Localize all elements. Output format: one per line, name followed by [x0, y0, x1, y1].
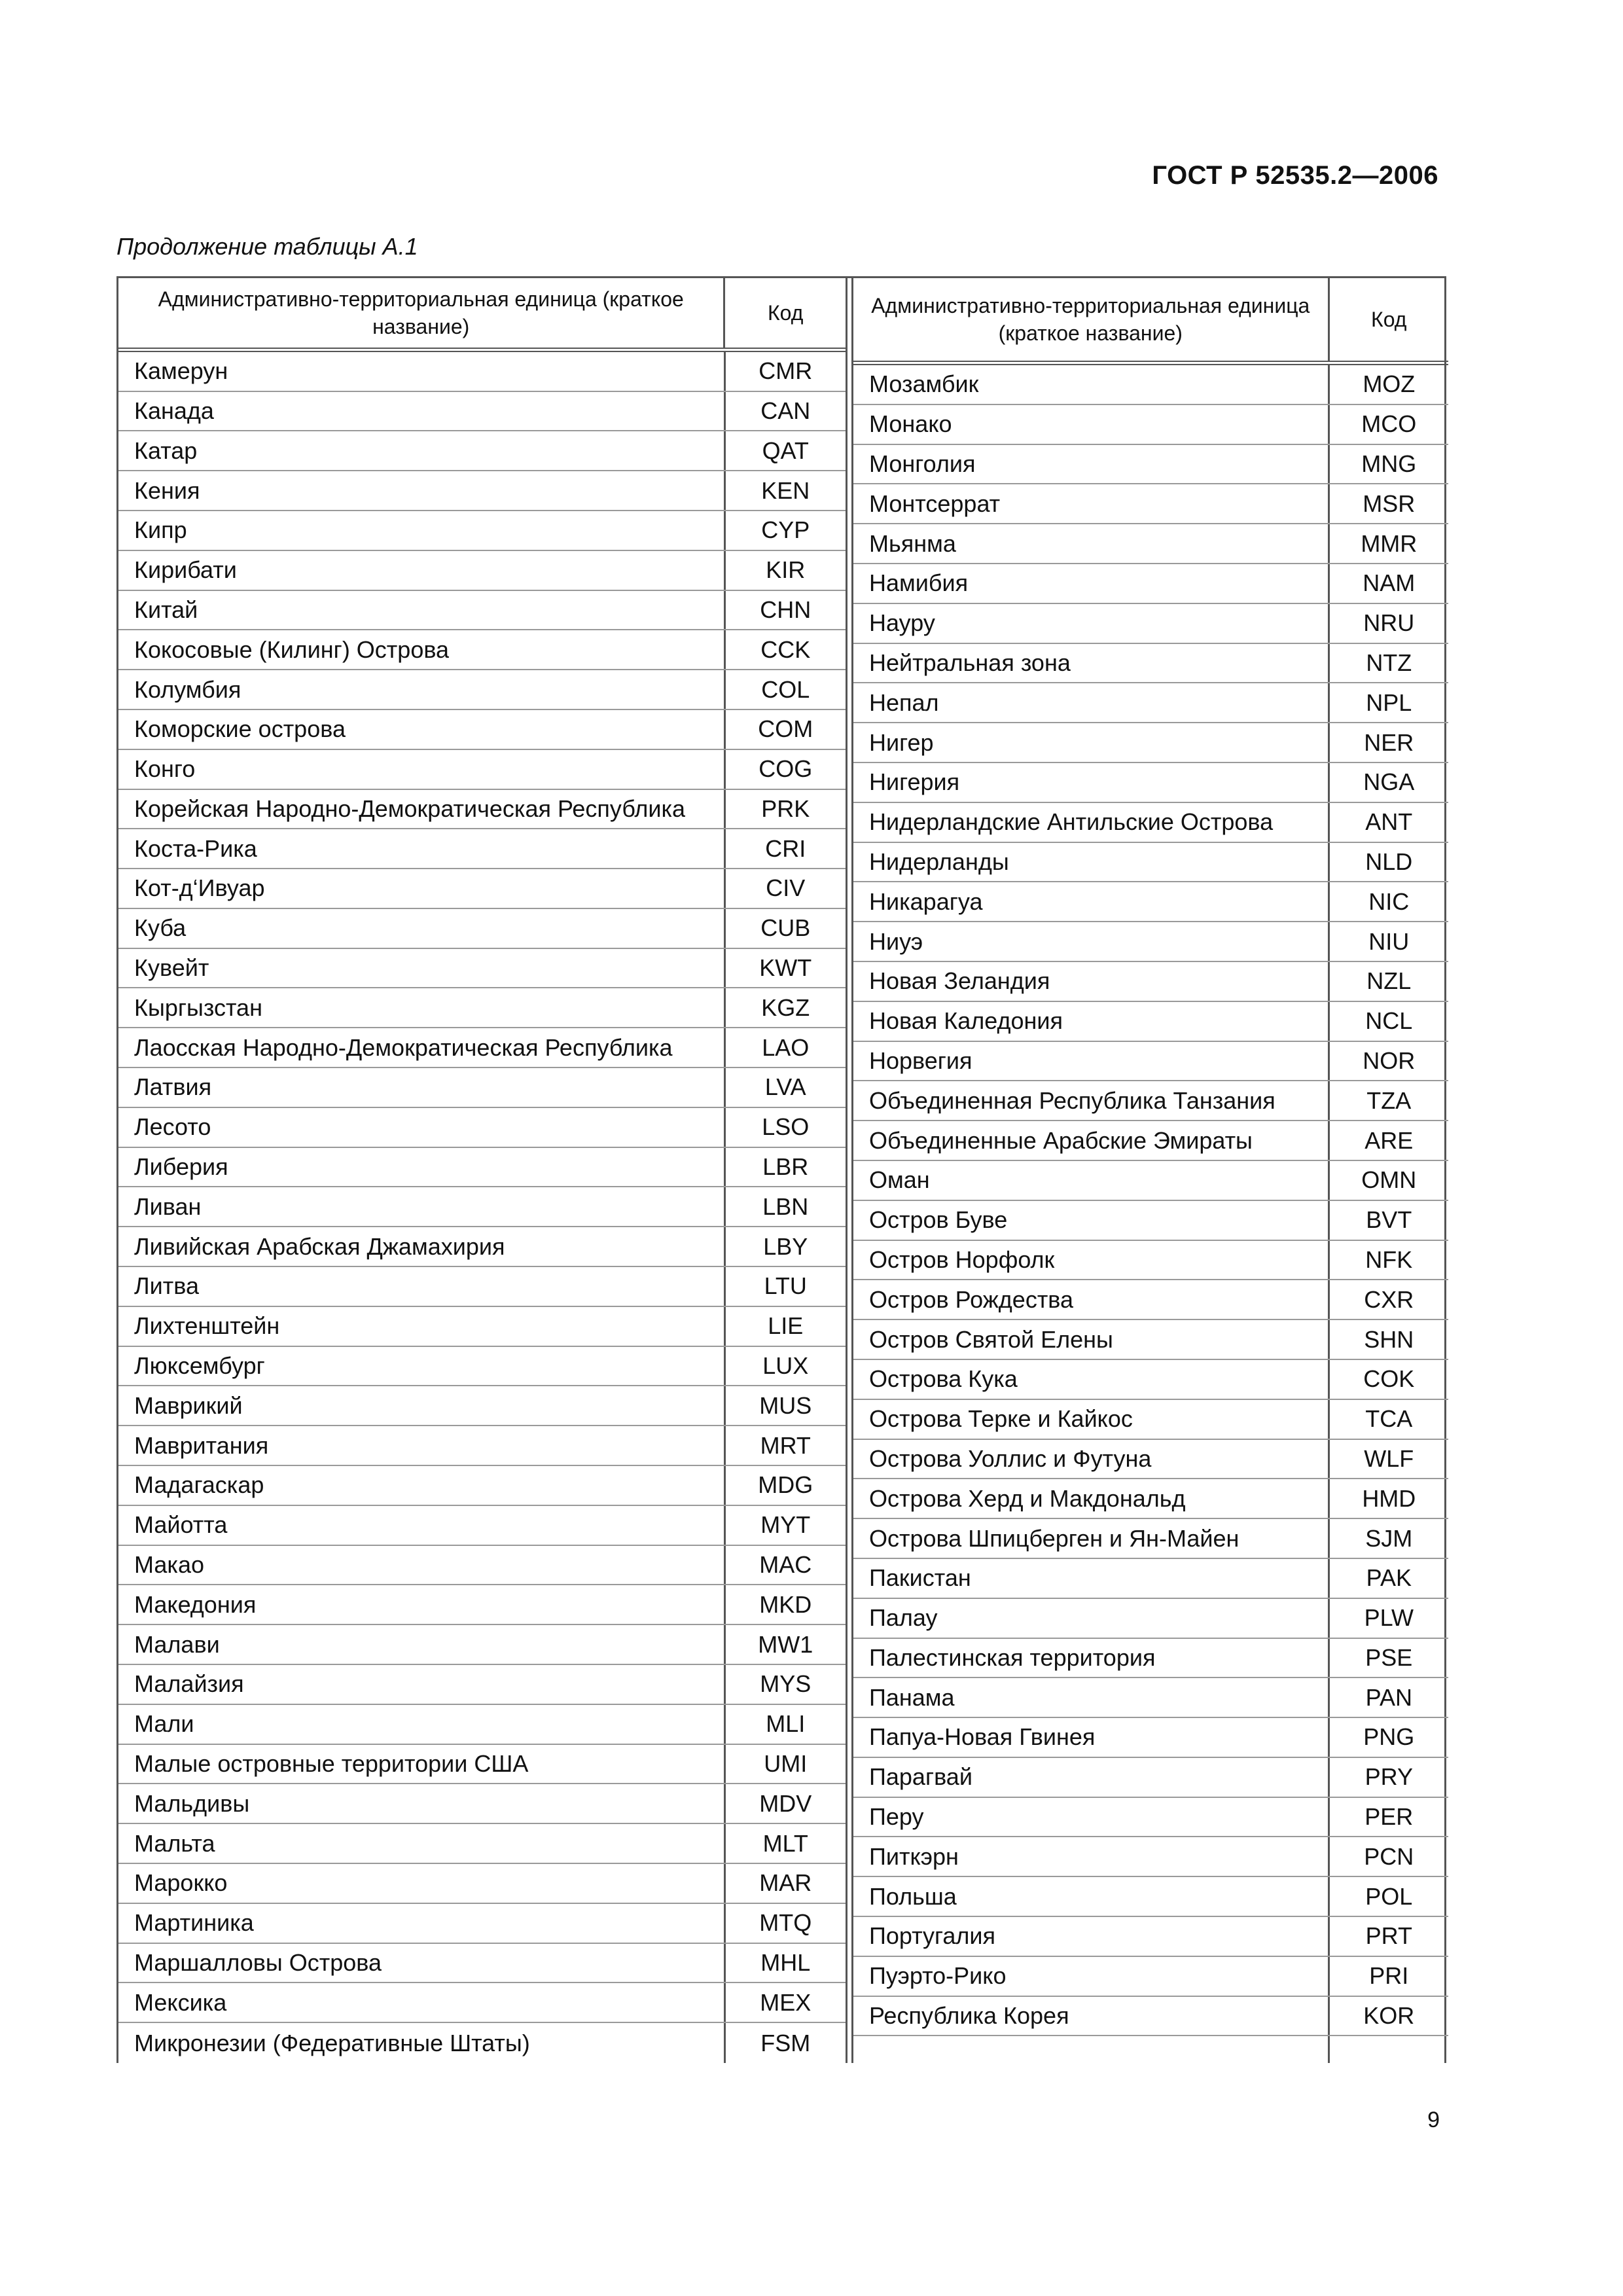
country-name-cell: Объединенная Республика Танзания [853, 1081, 1330, 1120]
country-code-cell: MRT [760, 1431, 811, 1459]
country-name-cell: Мозамбик [853, 365, 1330, 404]
country-code-cell: MMR [1361, 529, 1418, 557]
country-name-cell: Новая Каледония [853, 1002, 1330, 1041]
table-row [853, 1639, 1448, 1679]
country-name-cell: Остров Святой Елены [853, 1320, 1330, 1359]
country-code-cell: PAK [1366, 1564, 1412, 1592]
country-code-cell: PAN [1365, 1683, 1412, 1711]
table-row [118, 1108, 846, 1148]
country-code-cell: CIV [766, 874, 806, 902]
country-name-cell: Острова Терке и Кайкос [853, 1400, 1330, 1439]
table-row [853, 1599, 1448, 1639]
country-name-cell: Лихтенштейн [118, 1307, 726, 1346]
table-row [118, 1665, 846, 1705]
table-caption: Продолжение таблицы А.1 [116, 233, 418, 260]
empty-code-cell [1330, 2036, 1448, 2063]
header-name-right: Административно-территориальная единица (краткое название) [853, 278, 1330, 361]
country-code-cell: MCO [1361, 410, 1417, 438]
table-row [118, 829, 846, 869]
country-code-cell: MLT [762, 1829, 808, 1857]
page-number: 9 [1427, 2108, 1440, 2132]
country-name-cell: Нигер [853, 723, 1330, 762]
table-row [853, 1877, 1448, 1917]
country-code-cell: KGZ [761, 994, 810, 1021]
table-row [118, 1864, 846, 1904]
country-name-cell: Кирибати [118, 551, 726, 590]
country-code-cell: MW1 [758, 1630, 813, 1658]
country-name-cell: Латвия [118, 1068, 726, 1107]
country-code-cell: QAT [762, 437, 809, 464]
country-name-cell: Малави [118, 1625, 726, 1664]
table-row [118, 790, 846, 830]
table-row [118, 1426, 846, 1466]
table-row [118, 1307, 846, 1347]
table-row [853, 1440, 1448, 1480]
country-name-cell: Кот-д‘Ивуар [118, 869, 726, 908]
country-name-cell: Новая Зеландия [853, 962, 1330, 1001]
table-row [853, 524, 1448, 564]
country-name-cell: Колумбия [118, 670, 726, 709]
country-code-cell: PLW [1364, 1604, 1414, 1632]
country-name-cell: Польша [853, 1877, 1330, 1916]
country-name-cell: Мьянма [853, 524, 1330, 563]
country-code-cell: LBR [762, 1153, 809, 1181]
country-code-cell: MHL [760, 1949, 811, 1976]
country-code-cell: CYP [761, 516, 810, 544]
country-code-cell: KOR [1363, 2002, 1415, 2030]
country-code-cell: MAC [759, 1551, 812, 1579]
country-name-cell: Мексика [118, 1983, 726, 2022]
country-name-cell: Монако [853, 405, 1330, 444]
table-row [118, 2023, 846, 2063]
country-code-cell: PNG [1363, 1723, 1415, 1751]
country-name-cell: Панама [853, 1678, 1330, 1717]
country-name-cell: Катар [118, 431, 726, 470]
table-row [118, 1585, 846, 1625]
table-row [118, 551, 846, 591]
country-code-cell: MYT [760, 1511, 811, 1539]
country-code-cell: LSO [762, 1113, 810, 1141]
table-row [118, 1227, 846, 1267]
country-name-cell: Ливийская Арабская Джамахирия [118, 1227, 726, 1266]
table-row [118, 352, 846, 392]
country-name-cell: Папуа-Новая Гвинея [853, 1718, 1330, 1757]
table-row [853, 1161, 1448, 1201]
table-row [118, 869, 846, 909]
country-name-cell: Республика Корея [853, 1997, 1330, 2036]
country-code-cell: NFK [1365, 1246, 1413, 1273]
table-row [853, 1758, 1448, 1798]
table-row [118, 1187, 846, 1227]
country-name-cell: Майотта [118, 1506, 726, 1545]
country-name-cell: Кувейт [118, 949, 726, 988]
country-code-cell: OMN [1361, 1166, 1417, 1194]
country-code-cell: MOZ [1363, 370, 1416, 398]
country-code-cell: NIU [1368, 927, 1410, 955]
country-name-cell: Науру [853, 604, 1330, 643]
country-code-cell: MAR [759, 1869, 812, 1897]
country-code-cell: LBN [762, 1193, 809, 1220]
country-name-cell: Ливан [118, 1187, 726, 1226]
country-code-cell: NGA [1363, 768, 1415, 796]
country-name-cell: Литва [118, 1267, 726, 1306]
table-row [853, 1917, 1448, 1957]
country-code-cell: MKD [759, 1590, 812, 1618]
table-row [853, 1479, 1448, 1519]
country-name-cell: Нигерия [853, 763, 1330, 802]
country-name-cell: Монтсеррат [853, 484, 1330, 523]
country-code-cell: LBY [763, 1232, 808, 1260]
country-code-cell: CCK [760, 636, 811, 663]
country-name-cell: Острова Уоллис и Футуна [853, 1440, 1330, 1479]
country-name-cell: Острова Кука [853, 1360, 1330, 1399]
empty-name-cell [853, 2036, 1330, 2063]
table-row [853, 604, 1448, 644]
table-row [853, 962, 1448, 1002]
country-name-cell: Мальдивы [118, 1784, 726, 1823]
country-name-cell: Палестинская территория [853, 1639, 1330, 1677]
table-row [853, 484, 1448, 524]
table-row [853, 1201, 1448, 1241]
table-row [853, 1280, 1448, 1320]
table-row [118, 471, 846, 511]
country-code-cell: PSE [1365, 1643, 1413, 1671]
table-body-left [118, 352, 846, 2063]
table-row [118, 591, 846, 631]
country-name-cell: Кения [118, 471, 726, 510]
country-code-cell: NCL [1365, 1007, 1413, 1035]
country-name-cell: Лаосская Народно-Демократическая Республика [118, 1028, 726, 1067]
table-row [853, 1241, 1448, 1281]
country-code-cell: NZL [1366, 967, 1412, 995]
country-name-cell: Остров Буве [853, 1201, 1330, 1240]
country-name-cell: Мавритания [118, 1426, 726, 1465]
country-name-cell: Остров Норфолк [853, 1241, 1330, 1280]
country-name-cell: Камерун [118, 352, 726, 391]
table-row [118, 1824, 846, 1864]
country-name-cell: Микронезии (Федеративные Штаты) [118, 2023, 726, 2063]
country-name-cell: Кокосовые (Килинг) Острова [118, 630, 726, 669]
country-code-cell: PRY [1364, 1763, 1413, 1791]
table-row [853, 803, 1448, 843]
country-code-cell: PER [1364, 1803, 1414, 1831]
country-name-cell: Португалия [853, 1917, 1330, 1956]
table-row [118, 1148, 846, 1188]
country-code-cell: COM [758, 715, 813, 743]
country-code-cell: NAM [1363, 569, 1416, 597]
country-name-cell: Ниуэ [853, 922, 1330, 961]
country-code-cell: MNG [1361, 450, 1417, 477]
country-name-cell: Палау [853, 1599, 1330, 1638]
country-code-cell: NER [1364, 728, 1414, 756]
table-row [118, 750, 846, 790]
table-row [853, 405, 1448, 445]
country-code-cell: PRK [761, 795, 810, 822]
country-code-cell: MUS [759, 1391, 812, 1419]
country-code-cell: PCN [1364, 1842, 1414, 1870]
country-name-cell: Кипр [118, 511, 726, 550]
table-row [118, 1466, 846, 1506]
country-code-cell: ANT [1365, 808, 1413, 836]
table-left-half [118, 278, 847, 2063]
table-row [118, 511, 846, 551]
country-code-cell: NTZ [1366, 649, 1412, 676]
table-row [118, 1784, 846, 1824]
country-name-cell: Нейтральная зона [853, 644, 1330, 683]
document-number: ГОСТ Р 52535.2—2006 [1152, 161, 1438, 190]
table-row [853, 1559, 1448, 1599]
country-code-cell: COL [761, 675, 810, 703]
table-row [853, 1798, 1448, 1838]
table-row [853, 843, 1448, 883]
country-code-cell: LTU [764, 1272, 807, 1300]
country-code-cell: MEX [760, 1988, 812, 2016]
country-name-cell: Монголия [853, 445, 1330, 484]
country-name-cell: Малые островные территории США [118, 1745, 726, 1784]
country-name-cell: Нидерланды [853, 843, 1330, 882]
country-name-cell: Мальта [118, 1824, 726, 1863]
country-name-cell: Марокко [118, 1864, 726, 1903]
country-name-cell: Люксембург [118, 1347, 726, 1386]
country-code-table [116, 276, 1446, 2063]
country-code-cell: CRI [765, 834, 806, 862]
country-name-cell: Коморские острова [118, 710, 726, 749]
table-row [118, 1904, 846, 1944]
country-code-cell: NLD [1365, 848, 1413, 875]
table-row [118, 1506, 846, 1546]
country-name-cell: Оман [853, 1161, 1330, 1200]
country-name-cell: Малайзия [118, 1665, 726, 1704]
country-name-cell: Пуэрто-Рико [853, 1957, 1330, 1996]
country-code-cell: WLF [1364, 1444, 1414, 1472]
table-row [853, 1400, 1448, 1440]
country-code-cell: KWT [759, 954, 812, 982]
table-row [853, 922, 1448, 962]
country-code-cell: UMI [764, 1750, 808, 1778]
table-row [118, 1745, 846, 1785]
table-row [118, 1983, 846, 2023]
country-name-cell: Либерия [118, 1148, 726, 1187]
country-code-cell: LIE [768, 1312, 804, 1340]
country-code-cell: MLI [766, 1710, 806, 1738]
country-name-cell: Конго [118, 750, 726, 789]
country-code-cell: NPL [1366, 689, 1412, 716]
table-row [853, 1718, 1448, 1758]
country-name-cell: Макао [118, 1546, 726, 1585]
country-name-cell: Куба [118, 909, 726, 948]
table-row [853, 1042, 1448, 1082]
country-name-cell: Мартиника [118, 1904, 726, 1943]
table-row [853, 445, 1448, 485]
country-code-cell: KIR [766, 556, 806, 584]
table-row [853, 1837, 1448, 1877]
country-code-cell: ARE [1364, 1126, 1414, 1154]
country-code-cell: LAO [762, 1033, 810, 1061]
table-row [853, 1360, 1448, 1400]
table-row [118, 1625, 846, 1665]
country-code-cell: FSM [760, 2029, 811, 2056]
country-name-cell: Маршалловы Острова [118, 1944, 726, 1982]
country-code-cell: MTQ [759, 1909, 812, 1937]
country-code-cell: HMD [1362, 1484, 1416, 1512]
table-row [853, 1519, 1448, 1559]
country-name-cell: Острова Херд и Макдональд [853, 1479, 1330, 1518]
country-code-cell: MSR [1363, 490, 1416, 517]
country-code-cell: NIC [1368, 888, 1410, 915]
table-row [118, 1028, 846, 1068]
table-row [853, 1957, 1448, 1997]
table-row [118, 988, 846, 1028]
country-code-cell: KEN [761, 476, 810, 504]
country-code-cell: PRI [1369, 1962, 1409, 1990]
country-code-cell: COK [1363, 1365, 1415, 1393]
country-name-cell: Объединенные Арабские Эмираты [853, 1121, 1330, 1160]
country-name-cell: Никарагуа [853, 882, 1330, 921]
country-name-cell: Канада [118, 392, 726, 431]
table-row [853, 683, 1448, 723]
table-row [118, 1267, 846, 1307]
table-header-row-right [853, 278, 1448, 365]
table-row [118, 909, 846, 949]
table-row [118, 630, 846, 670]
country-code-cell: LVA [764, 1073, 806, 1101]
country-name-cell: Мали [118, 1705, 726, 1744]
table-row [853, 1081, 1448, 1121]
country-name-cell: Мадагаскар [118, 1466, 726, 1505]
table-row [853, 1678, 1448, 1718]
table-row [118, 1068, 846, 1108]
table-row [853, 365, 1448, 405]
country-name-cell: Непал [853, 683, 1330, 722]
table-row [853, 1002, 1448, 1042]
country-name-cell: Кыргызстан [118, 988, 726, 1027]
country-code-cell: CAN [760, 397, 811, 424]
country-code-cell: COG [758, 755, 813, 783]
header-code-right: Код [1371, 308, 1407, 331]
table-row [853, 1320, 1448, 1360]
table-row [118, 1705, 846, 1745]
country-code-cell: NRU [1363, 609, 1415, 637]
country-name-cell: Корейская Народно-Демократическая Республика [118, 790, 726, 829]
country-name-cell: Норвегия [853, 1042, 1330, 1081]
country-code-cell: TCA [1365, 1405, 1413, 1433]
header-name-left: Административно-территориальная единица (краткое название) [118, 278, 725, 348]
table-row [853, 644, 1448, 684]
country-code-cell: NOR [1363, 1047, 1416, 1074]
country-code-cell: CHN [760, 596, 812, 623]
table-row [118, 949, 846, 989]
header-code-left: Код [768, 300, 804, 325]
country-code-cell: BVT [1366, 1206, 1412, 1234]
table-row [118, 1546, 846, 1586]
table-body-right [853, 365, 1448, 2063]
table-row [853, 723, 1448, 763]
country-code-cell: CUB [760, 914, 811, 942]
country-name-cell: Перу [853, 1798, 1330, 1837]
country-name-cell: Питкэрн [853, 1837, 1330, 1876]
country-code-cell: CXR [1364, 1285, 1414, 1313]
table-row [853, 882, 1448, 922]
country-code-cell: TZA [1366, 1086, 1412, 1114]
empty-table-space [853, 2036, 1448, 2063]
table-row [118, 1944, 846, 1984]
table-row [118, 431, 846, 471]
country-code-cell: MDV [759, 1789, 812, 1817]
table-right-half [851, 278, 1448, 2063]
table-row [118, 710, 846, 750]
country-code-cell: SJM [1365, 1524, 1413, 1552]
table-row [853, 1121, 1448, 1161]
table-row [853, 763, 1448, 803]
country-name-cell: Острова Шпицберген и Ян-Майен [853, 1519, 1330, 1558]
country-name-cell: Лесото [118, 1108, 726, 1147]
country-name-cell: Нидерландские Антильские Острова [853, 803, 1330, 842]
country-code-cell: SHN [1364, 1325, 1414, 1353]
country-code-cell: MYS [760, 1670, 812, 1698]
table-row [118, 392, 846, 432]
country-code-cell: CMR [758, 357, 813, 385]
country-name-cell: Парагвай [853, 1758, 1330, 1797]
country-name-cell: Китай [118, 591, 726, 630]
table-row [118, 1347, 846, 1387]
country-name-cell: Маврикий [118, 1386, 726, 1425]
country-code-cell: LUX [762, 1352, 809, 1380]
table-header-row-left [118, 278, 846, 352]
table-row [853, 1997, 1448, 2037]
country-name-cell: Остров Рождества [853, 1280, 1330, 1319]
country-code-cell: PRT [1365, 1922, 1412, 1950]
country-code-cell: POL [1365, 1882, 1413, 1910]
country-name-cell: Пакистан [853, 1559, 1330, 1598]
table-row [118, 670, 846, 710]
country-code-cell: MDG [758, 1471, 813, 1499]
country-name-cell: Намибия [853, 564, 1330, 603]
country-name-cell: Македония [118, 1585, 726, 1624]
table-row [853, 564, 1448, 604]
table-row [118, 1386, 846, 1426]
country-name-cell: Коста-Рика [118, 829, 726, 868]
